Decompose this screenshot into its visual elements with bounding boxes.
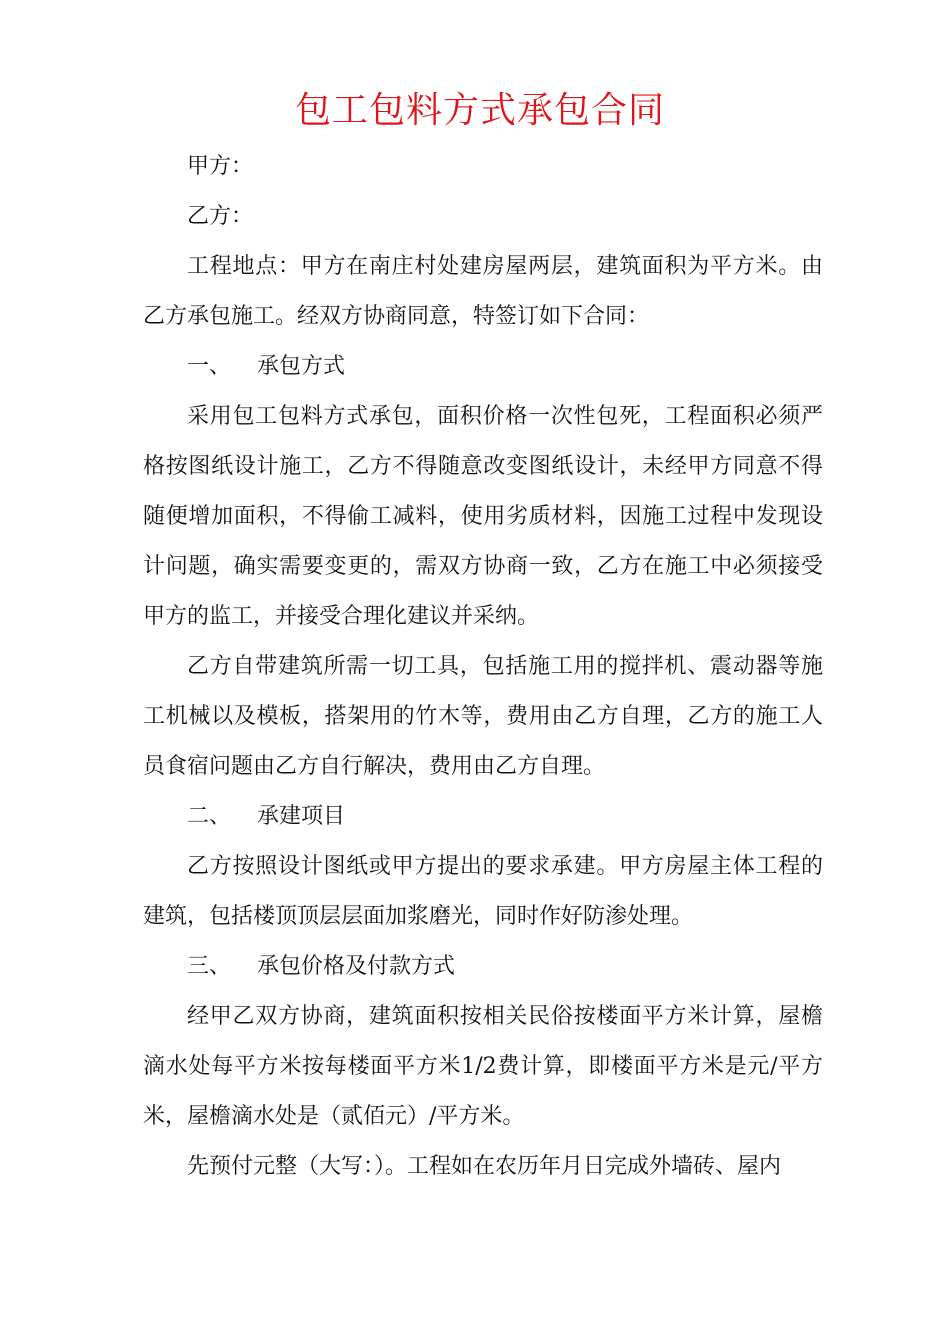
section-number: 三、: [187, 954, 232, 979]
intro-paragraph: 工程地点：甲方在南庄村处建房屋两层，建筑面积为平方米。由乙方承包施工。经双方协商同意，特签订如下合同：: [143, 254, 823, 329]
party-a-line: 甲方：: [187, 154, 254, 179]
section-2-paragraph-1: 乙方按照设计图纸或甲方提出的要求承建。甲方房屋主体工程的建筑，包括楼顶顶层层面加浆磨光，同时作好防渗处理。: [143, 854, 823, 929]
section-heading-2: [143, 792, 823, 842]
section-number: 一、: [187, 354, 232, 379]
document-body: [143, 142, 823, 1192]
section-heading-1: [143, 342, 823, 392]
section-heading-3: [143, 942, 823, 992]
section-number: 二、: [187, 804, 232, 829]
section-title: 承包价格及付款方式: [257, 954, 456, 979]
section-title: 承建项目: [257, 804, 346, 829]
section-1-paragraph-1: 采用包工包料方式承包，面积价格一次性包死，工程面积必须严格按图纸设计施工，乙方不得随意改变图纸设计，未经甲方同意不得随便增加面积，不得偷工减料，使用劣质材料，因施工过程中发现设计问题，确实需要变更的，需双方协商一致，乙方在施工中必须接受甲方的监工，并接受合理化建议并采纳。: [143, 404, 823, 629]
party-b-line: 乙方：: [187, 204, 254, 229]
document-title: 包工包料方式承包合同: [294, 90, 665, 131]
section-3-paragraph-2: 先预付元整（大写：）。工程如在农历年月日完成外墙砖、屋内: [187, 1154, 782, 1179]
section-1-paragraph-2: 乙方自带建筑所需一切工具，包括施工用的搅拌机、震动器等施工机械以及模板，搭架用的竹木等，费用由乙方自理，乙方的施工人员食宿问题由乙方自行解决，费用由乙方自理。: [143, 654, 823, 779]
section-title: 承包方式: [257, 354, 346, 379]
section-3-paragraph-1: 经甲乙双方协商，建筑面积按相关民俗按楼面平方米计算，屋檐滴水处每平方米按每楼面平方米1/2费计算，即楼面平方米是元/平方米，屋檐滴水处是（贰佰元）/平方米。: [143, 1004, 823, 1129]
